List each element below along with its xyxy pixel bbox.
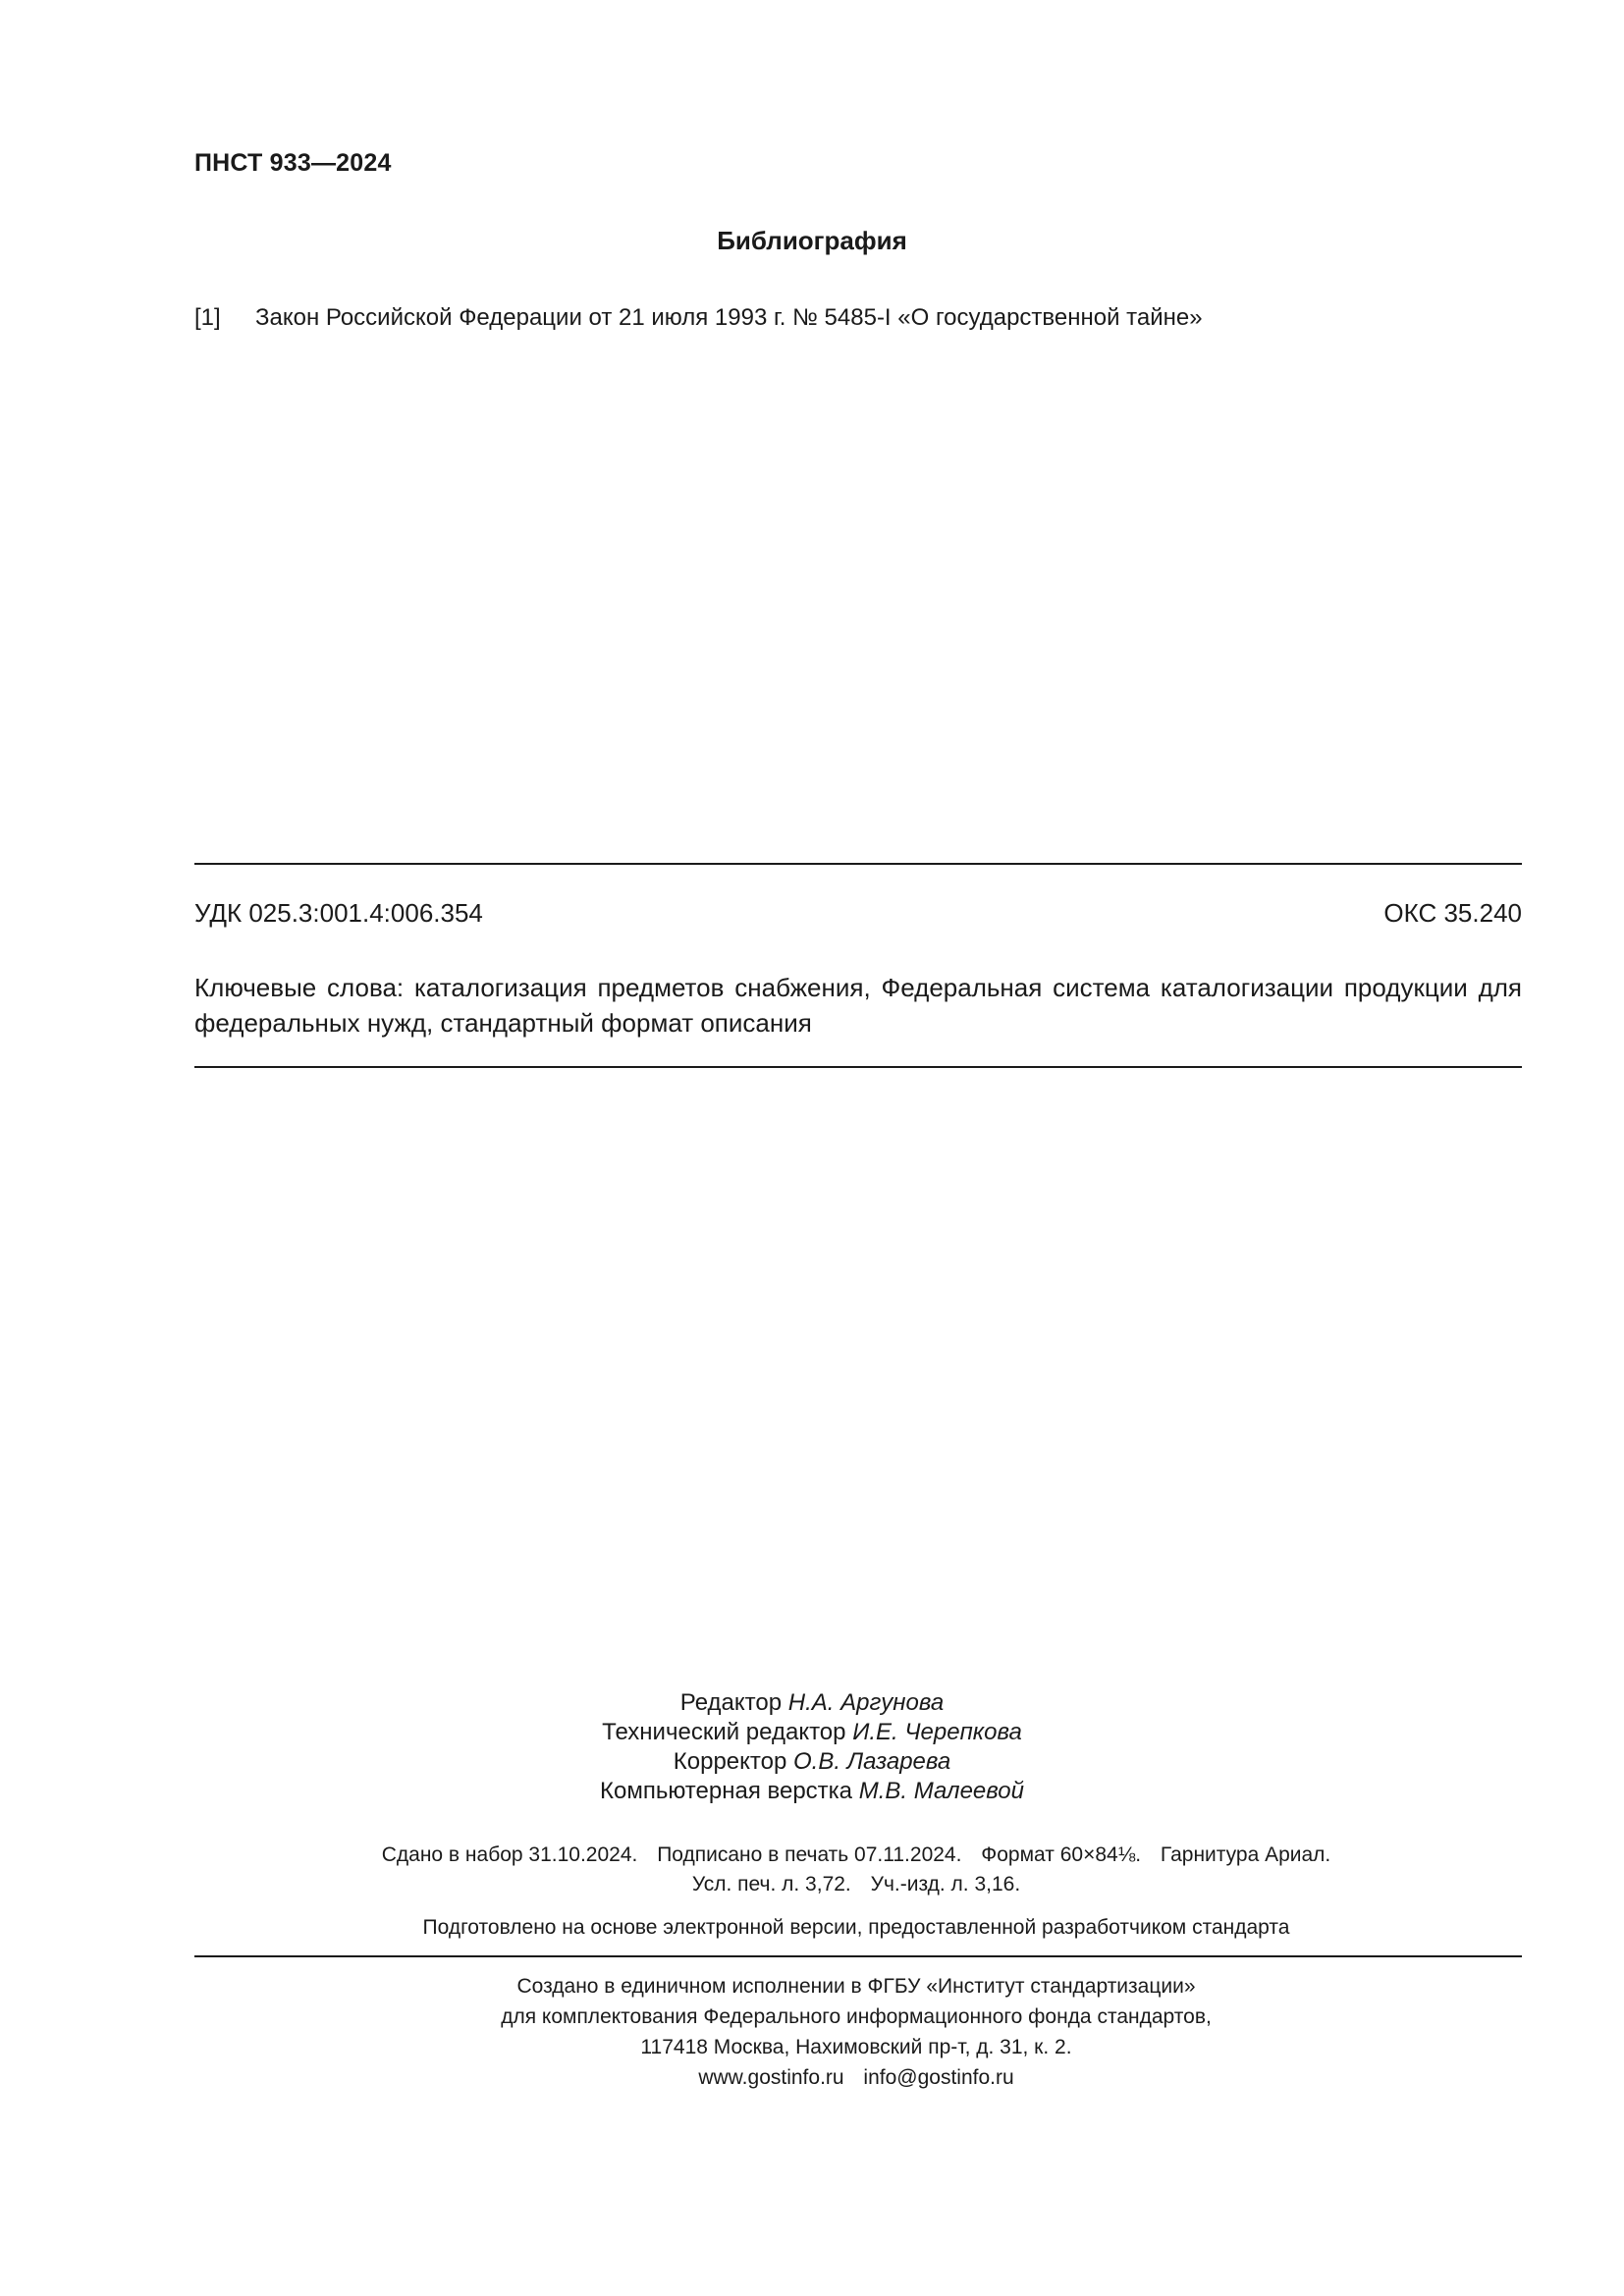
credit-role: Компьютерная верстка [600, 1778, 853, 1804]
credit-name: И.Е. Черепкова [852, 1719, 1022, 1745]
credit-name: О.В. Лазарева [793, 1748, 951, 1775]
credits-block [0, 1688, 1624, 1806]
paper-format: Формат 60×84⅛. [981, 1843, 1142, 1866]
credit-role: Редактор [679, 1689, 783, 1716]
signed-date: Подписано в печать 07.11.2024. [657, 1843, 962, 1866]
divider-middle [194, 1066, 1522, 1068]
oks-code: ОКС 35.240 [1383, 898, 1522, 928]
credit-role: Технический редактор [602, 1719, 846, 1745]
credit-layout [0, 1777, 1624, 1806]
credit-technical-editor [0, 1718, 1624, 1747]
publisher-line-2: для комплектования Федерального информационного фонда стандартов, [501, 2005, 1212, 2028]
credit-name: М.В. Малеевой [858, 1778, 1024, 1804]
bibliography-item-text: Закон Российской Федерации от 21 июля 1993 г. № 5485-I «О государственной тайне» [255, 304, 1203, 331]
typeface: Гарнитура Ариал. [1160, 1843, 1331, 1866]
keywords: Ключевые слова: каталогизация предметов снабжения, Федеральная система каталогизации продукции для федеральных нужд, стандартный формат описания [194, 973, 1522, 1038]
submitted-date: Сдано в набор 31.10.2024. [381, 1843, 638, 1866]
print-info [0, 1841, 1624, 1899]
bibliography-title: Библиография [717, 226, 907, 255]
website-link[interactable]: www.gostinfo.ru [698, 2066, 844, 2089]
credit-role: Корректор [673, 1748, 787, 1775]
credit-editor [0, 1688, 1624, 1718]
credit-proofreader [0, 1747, 1624, 1777]
bibliography-item-number: [1] [194, 304, 221, 331]
bibliography-list [194, 301, 1520, 335]
publisher-contacts [0, 2062, 1624, 2093]
email-link[interactable]: info@gostinfo.ru [863, 2066, 1014, 2089]
divider-top [194, 863, 1522, 865]
print-info-line-1 [0, 1841, 1624, 1870]
bibliography-item [194, 301, 1520, 335]
publisher-sheets: Уч.-изд. л. 3,16. [870, 1873, 1021, 1896]
document-code: ПНСТ 933—2024 [194, 149, 392, 177]
divider-bottom [194, 1955, 1522, 1957]
publisher-line-1: Создано в единичном исполнении в ФГБУ «Институт стандартизации» [516, 1975, 1196, 1998]
publisher-address: 117418 Москва, Нахимовский пр-т, д. 31, к. 2. [640, 2036, 1072, 2058]
publisher-block [0, 1971, 1624, 2093]
udc-code: УДК 025.3:001.4:006.354 [194, 898, 483, 928]
credit-name: Н.А. Аргунова [787, 1689, 945, 1716]
print-sheets: Усл. печ. л. 3,72. [691, 1873, 851, 1896]
print-info-line-2 [0, 1870, 1624, 1899]
prepared-note: Подготовлено на основе электронной версии, предоставленной разработчиком стандарта [422, 1916, 1290, 1939]
